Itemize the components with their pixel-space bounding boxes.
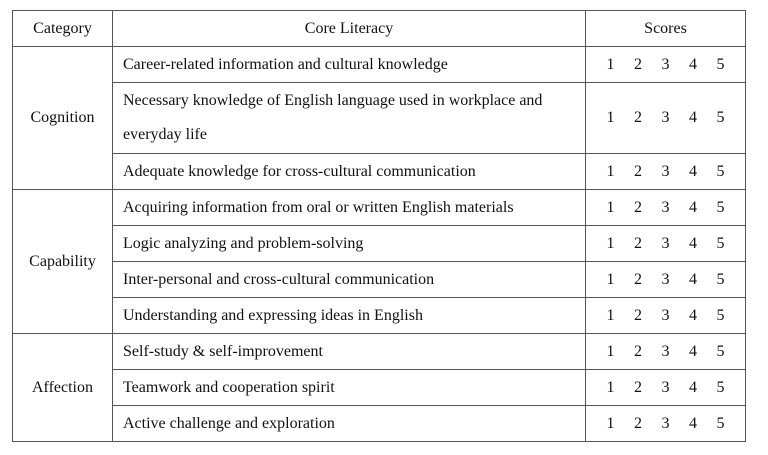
category-cell: Affection [13,334,113,442]
score-3: 3 [661,109,670,126]
score-5: 5 [716,270,725,288]
score-5: 5 [716,234,725,252]
score-3: 3 [661,162,670,180]
table-row [13,154,746,190]
score-3: 3 [661,378,670,396]
score-5: 5 [716,342,725,360]
literacy-cell: Logic analyzing and problem-solving [113,226,586,262]
category-cell: Cognition [13,47,113,190]
literacy-cell: Adequate knowledge for cross-cultural communication [113,154,586,190]
score-2: 2 [634,55,642,73]
category-cell: Capability [13,190,113,334]
header-scores: Scores [586,11,746,47]
table-row [13,47,746,83]
literacy-cell: Teamwork and cooperation spirit [113,370,586,406]
header-core-literacy: Core Literacy [113,11,586,47]
table-row [13,334,746,370]
score-4: 4 [689,162,697,180]
header-row [13,11,746,47]
score-5: 5 [716,414,725,432]
literacy-cell: Active challenge and exploration [113,406,586,442]
score-2: 2 [634,234,642,252]
score-2: 2 [634,378,642,396]
score-4: 4 [689,378,697,396]
scores-cell [586,406,746,442]
score-1: 1 [606,55,615,73]
score-4: 4 [689,306,697,324]
scores-cell [586,154,746,190]
score-4: 4 [689,234,697,252]
scores-cell [586,370,746,406]
score-2: 2 [634,306,642,324]
score-4: 4 [689,342,697,360]
score-3: 3 [661,198,670,216]
literacy-cell: Understanding and expressing ideas in English [113,298,586,334]
score-4: 4 [689,198,697,216]
score-3: 3 [661,306,670,324]
scores-cell [586,190,746,226]
table-row [13,298,746,334]
literacy-cell: Self-study & self-improvement [113,334,586,370]
scores-cell [586,262,746,298]
score-1: 1 [606,306,615,324]
score-3: 3 [661,270,670,288]
score-1: 1 [606,342,615,360]
score-5: 5 [716,109,725,126]
score-1: 1 [606,414,615,432]
table-row [13,370,746,406]
score-2: 2 [634,414,642,432]
score-2: 2 [634,198,642,216]
literacy-cell: Career-related information and cultural knowledge [113,47,586,83]
score-5: 5 [716,378,725,396]
score-1: 1 [606,378,615,396]
literacy-cell: Necessary knowledge of English language used in workplace and everyday life [113,83,586,154]
literacy-cell: Acquiring information from oral or written English materials [113,190,586,226]
score-4: 4 [689,55,697,73]
score-1: 1 [606,234,615,252]
scores-cell [586,83,746,154]
score-2: 2 [634,270,642,288]
scores-cell [586,47,746,83]
table-row [13,190,746,226]
table-row [13,262,746,298]
core-literacy-table [12,10,746,442]
scores-cell [586,226,746,262]
table-row [13,83,746,154]
score-1: 1 [606,270,615,288]
score-1: 1 [606,109,615,126]
header-category: Category [13,11,113,47]
score-5: 5 [716,55,725,73]
score-2: 2 [634,342,642,360]
score-3: 3 [661,342,670,360]
score-2: 2 [634,109,642,126]
score-3: 3 [661,55,670,73]
literacy-cell: Inter-personal and cross-cultural communication [113,262,586,298]
score-5: 5 [716,198,725,216]
score-3: 3 [661,414,670,432]
score-5: 5 [716,306,725,324]
score-1: 1 [606,198,615,216]
score-4: 4 [689,109,697,126]
scores-cell [586,298,746,334]
score-5: 5 [716,162,725,180]
score-1: 1 [606,162,615,180]
scores-cell [586,334,746,370]
score-4: 4 [689,414,697,432]
score-3: 3 [661,234,670,252]
table-row [13,226,746,262]
table-row [13,406,746,442]
score-4: 4 [689,270,697,288]
score-2: 2 [634,162,642,180]
